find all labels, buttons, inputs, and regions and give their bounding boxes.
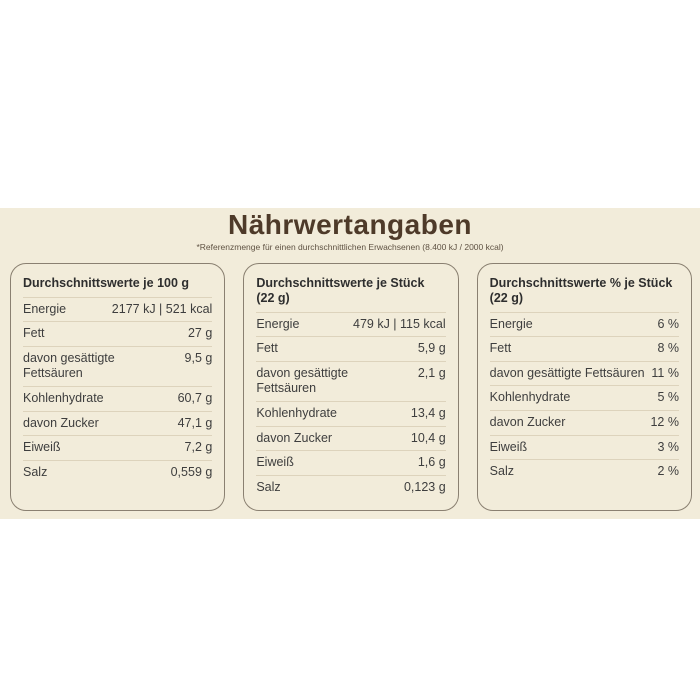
nutrition-info-section — [0, 208, 700, 519]
nutrient-value: 9,5 g — [184, 350, 213, 365]
table-row — [256, 476, 445, 500]
nutrient-value: 1,6 g — [417, 455, 446, 470]
nutrition-table-per-100g — [10, 263, 225, 511]
nutrient-value: 6 % — [657, 316, 679, 331]
nutrient-value: 10,4 g — [410, 430, 446, 445]
table-row — [23, 387, 212, 412]
table-row — [490, 386, 679, 411]
nutrient-value: 60,7 g — [177, 391, 213, 406]
table-row — [23, 412, 212, 437]
nutrient-value: 2177 kJ | 521 kcal — [111, 301, 213, 316]
table-row — [23, 436, 212, 461]
nutrient-label: Energie — [23, 301, 67, 316]
nutrition-table-percent-per-piece — [477, 263, 692, 511]
table-row — [23, 298, 212, 323]
nutrient-label: Kohlenhydrate — [256, 406, 337, 421]
nutrient-label: davon gesättigte Fettsäuren — [489, 365, 645, 380]
nutrient-label: Fett — [256, 341, 278, 356]
table-row — [256, 427, 445, 452]
nutrient-label: Kohlenhydrate — [489, 390, 571, 405]
nutrient-value: 11 % — [651, 365, 679, 380]
nutrition-table-per-piece — [243, 263, 458, 511]
nutrient-label: Fett — [489, 341, 512, 356]
nutrient-label: Salz — [256, 479, 281, 494]
nutrient-value: 5 % — [657, 390, 679, 405]
nutrient-value: 2,1 g — [417, 365, 446, 380]
nutrient-label: Kohlenhydrate — [23, 391, 104, 406]
nutrient-value: 13,4 g — [410, 406, 446, 421]
nutrient-label: Energie — [489, 316, 533, 331]
table-row — [490, 362, 679, 387]
nutrient-label: davon Zucker — [256, 430, 333, 445]
nutrient-label: davon gesättigte Fettsäuren — [256, 365, 349, 396]
table-row — [490, 313, 679, 338]
table-rows — [256, 313, 445, 500]
table-row — [256, 337, 445, 362]
table-row — [256, 362, 445, 402]
nutrient-value: 3 % — [657, 439, 679, 454]
table-row — [23, 347, 212, 387]
table-header: Durchschnittswerte je Stück (22 g) — [256, 272, 445, 313]
nutrient-label: davon Zucker — [23, 415, 99, 430]
nutrient-label: Eiweiß — [256, 455, 294, 470]
nutrient-value: 0,123 g — [403, 479, 446, 494]
table-row — [490, 411, 679, 436]
table-row — [490, 436, 679, 461]
nutrient-value: 47,1 g — [177, 415, 213, 430]
nutrient-value: 0,559 g — [170, 464, 213, 479]
table-row — [490, 460, 679, 484]
nutrient-value: 8 % — [657, 341, 679, 356]
nutrient-value: 7,2 g — [184, 440, 213, 455]
table-row — [256, 451, 445, 476]
nutrient-value: 479 kJ | 115 kcal — [353, 316, 446, 331]
nutrient-value: 12 % — [650, 415, 679, 430]
table-rows — [23, 298, 212, 485]
nutrient-label: Fett — [23, 326, 45, 341]
nutrient-label: Salz — [489, 464, 514, 479]
table-row — [256, 313, 445, 338]
table-row — [256, 402, 445, 427]
nutrient-label: Energie — [256, 316, 300, 331]
nutrient-label: Eiweiß — [23, 440, 61, 455]
reference-note: *Referenzmenge für einen durchschnittlichen Erwachsenen (8.400 kJ / 2000 kcal) — [196, 242, 504, 253]
nutrition-tables — [0, 263, 700, 511]
nutrient-label: Salz — [23, 464, 48, 479]
nutrient-label: Eiweiß — [489, 439, 528, 454]
nutrient-value: 27 g — [187, 326, 213, 341]
table-row — [490, 337, 679, 362]
table-row — [23, 322, 212, 347]
table-row — [23, 461, 212, 485]
nutrient-value: 2 % — [657, 464, 679, 479]
nutrient-value: 5,9 g — [417, 341, 446, 356]
nutrient-label: davon Zucker — [489, 415, 566, 430]
section-title: Nährwertangaben — [228, 209, 472, 240]
table-rows — [490, 313, 679, 484]
table-header: Durchschnittswerte je 100 g — [23, 272, 212, 298]
nutrient-label: davon gesättigte Fettsäuren — [23, 350, 115, 381]
table-header: Durchschnittswerte % je Stück (22 g) — [490, 272, 679, 313]
